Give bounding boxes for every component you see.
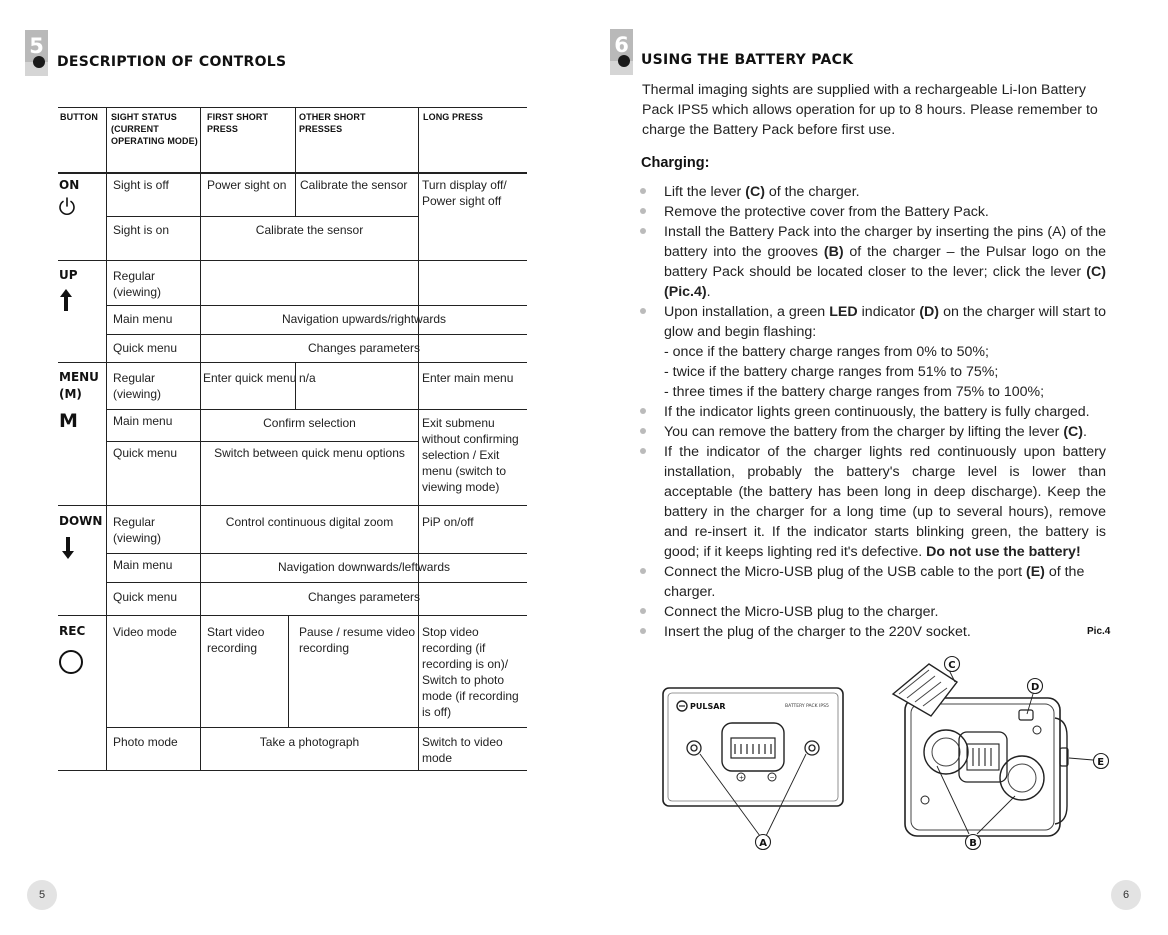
header-button: BUTTON [60, 112, 98, 122]
down-quick-action: Changes parameters [307, 590, 421, 604]
step-insert-plug: Insert the plug of the charger to the 220V socket. [664, 624, 971, 640]
bullet-dot [640, 428, 646, 434]
rec-video-long: Stop video recording (if recording is on)/ Switch to photo mode (if recording is off) [422, 625, 519, 719]
callout-a: A [759, 837, 767, 849]
on-other-presses: Calibrate the sensor [300, 178, 408, 192]
menu-quick-menu: Quick menu [113, 446, 178, 460]
menu-quick-action: Switch between quick menu options [214, 446, 405, 460]
bullet-dot [640, 568, 646, 574]
bullet-dot [640, 448, 646, 454]
controls-table [58, 107, 527, 771]
led-once-line: - once if the battery charge ranges from 0% to 50%; [664, 344, 989, 360]
up-regular: Regular (viewing) [113, 269, 162, 299]
menu-main-action: Confirm selection [263, 416, 356, 430]
minus-sign: − [769, 774, 775, 782]
button-up-label: UP [59, 268, 78, 282]
rec-video-mode: Video mode [113, 625, 177, 639]
down-regular-short: Control continuous digital zoom [225, 515, 394, 529]
header-sight-status: SIGHT STATUS (CURRENT OPERATING MODE) [111, 112, 198, 146]
menu-regular-first: Enter quick menu [203, 371, 297, 385]
page-number-left: 5 [27, 880, 57, 910]
section-title: USING THE BATTERY PACK [641, 52, 854, 68]
button-on-label: ON [59, 178, 80, 192]
bullet-dot [640, 608, 646, 614]
power-icon [58, 196, 76, 216]
button-down-label: DOWN [59, 514, 103, 528]
header-long-press: LONG PRESS [423, 112, 484, 122]
step-connect-usb-charger: Connect the Micro-USB plug to the charger. [664, 604, 939, 620]
callout-b: B [969, 837, 977, 849]
down-main-menu: Main menu [113, 558, 173, 572]
battery-pack-illustration [663, 688, 843, 850]
led-twice-line: - twice if the battery charge ranges from 51% to 75%; [664, 364, 999, 380]
rec-photo-long: Switch to video mode [422, 735, 503, 765]
down-quick-menu: Quick menu [113, 590, 178, 604]
pulsar-brand: PULSAR [690, 702, 726, 711]
step-led-indicator: Upon installation, a green LED indicator (D) on the charger will start to glow and begin flashing: [664, 304, 1107, 340]
callout-c: C [948, 659, 956, 671]
arrow-up-icon [60, 289, 72, 311]
step-install-battery: Install the Battery Pack into the charger by inserting the pins (A) of the battery into the grooves (B) of the charger – the Pulsar logo on the battery Pack should be located closer to the lever; click the lever (C)(Pic.4). [664, 224, 1106, 300]
button-rec-label: REC [59, 624, 86, 638]
step-fully-charged: If the indicator lights green continuously, the battery is fully charged. [664, 404, 1090, 420]
menu-regular-long: Enter main menu [422, 371, 514, 385]
down-regular: Regular (viewing) [113, 515, 162, 545]
section-title: DESCRIPTION OF CONTROLS [57, 54, 287, 70]
up-quick-action: Changes parameters [307, 341, 421, 355]
button-menu-label: MENU (M) [59, 370, 99, 401]
on-first-press: Power sight on [207, 178, 287, 192]
up-main-menu: Main menu [113, 312, 173, 326]
bullet-dot [640, 208, 646, 214]
figure-label: Pic.4 [1087, 626, 1111, 637]
led-three-line: - three times if the battery charge ranges from 75% to 100%; [664, 384, 1045, 400]
page-number-right: 6 [1111, 880, 1141, 910]
on-status-off: Sight is off [113, 178, 169, 192]
step-remove-cover: Remove the protective cover from the Battery Pack. [664, 204, 989, 220]
step-red-indicator: If the indicator of the charger lights red continuously upon battery installation, probably the battery's charge level is lower than acceptable (the battery has been long in deep discharge). Keep the battery in the charger for a long time (up to several hours), remove and re-insert it. If the indicator starts blinking green, the battery is good; if it keeps lighting red it's defective. Do not use the battery! [664, 444, 1106, 560]
callout-d: D [1031, 681, 1040, 693]
on-long-press: Turn display off/ Power sight off [422, 178, 507, 208]
step-connect-usb-port: Connect the Micro-USB plug of the USB cable to the port (E) of the charger. [664, 564, 1085, 600]
charger-illustration [893, 657, 1109, 850]
rec-photo-short: Take a photograph [259, 735, 360, 749]
battery-model: BATTERY PACK IPS5 [785, 704, 829, 709]
letter-m-icon: M [59, 410, 78, 432]
on-status-on: Sight is on [113, 223, 170, 237]
battery-charger-figure [655, 650, 1125, 855]
menu-main-menu: Main menu [113, 414, 173, 428]
menu-regular: Regular (viewing) [113, 371, 162, 401]
header-first-short-press: FIRST SHORT PRESS [207, 112, 269, 134]
callout-e: E [1097, 756, 1105, 768]
menu-long-press: Exit submenu without confirming selection / Exit menu (switch to viewing mode) [422, 416, 519, 494]
down-regular-long: PiP on/off [422, 515, 474, 529]
up-main-action: Navigation upwards/rightwards [281, 312, 447, 326]
rec-video-first: Start video recording [207, 625, 265, 655]
header-other-short-presses: OTHER SHORT PRESSES [299, 112, 366, 134]
up-quick-menu: Quick menu [113, 341, 178, 355]
step-lift-lever: Lift the lever (C) of the charger. [664, 184, 860, 200]
arrow-down-icon [62, 537, 74, 559]
plus-sign: + [739, 774, 745, 782]
on-on-short-press: Calibrate the sensor [255, 223, 364, 237]
bullet-dot [640, 628, 646, 634]
rec-photo-mode: Photo mode [113, 735, 178, 749]
section-number-6: 6 [610, 29, 633, 75]
down-main-action: Navigation downwards/leftwards [277, 560, 451, 574]
menu-regular-other: n/a [299, 371, 316, 385]
intro-paragraph: Thermal imaging sights are supplied with a rechargeable Li-Ion Battery Pack IPS5 which allows operation for up to 8 hours. Please remember to charge the Battery Pack before first use. [642, 82, 1098, 138]
bullet-dot [640, 408, 646, 414]
step-remove-battery: You can remove the battery from the charger by lifting the lever (C). [664, 424, 1087, 440]
section-number-5: 5 [25, 30, 48, 76]
bullet-dot [640, 308, 646, 314]
rec-video-other: Pause / resume video recording [299, 625, 416, 655]
bullet-dot [640, 188, 646, 194]
record-circle-icon [58, 649, 84, 675]
bullet-dot [640, 228, 646, 234]
charging-heading: Charging: [641, 155, 710, 171]
